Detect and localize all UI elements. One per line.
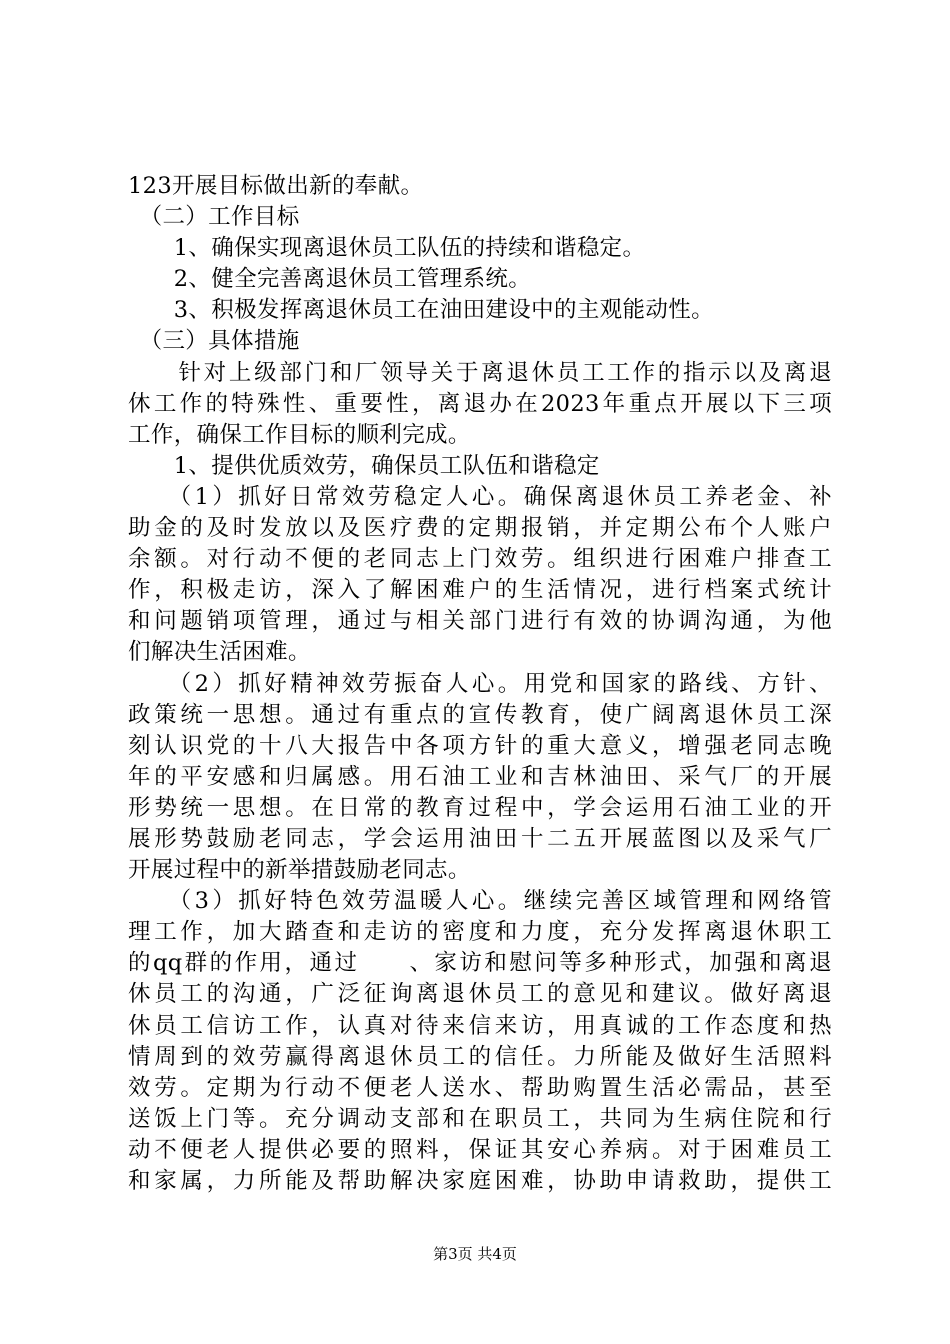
text-line: 休工作的特殊性、重要性，离退办在2023年重点开展以下三项 <box>128 390 832 417</box>
text-line: 开展过程中的新举措鼓励老同志。 <box>128 857 471 884</box>
text-line: 2、健全完善离退休员工管理系统。 <box>128 266 532 293</box>
text-line: 动不便老人提供必要的照料，保证其安心养病。对于困难员工 <box>128 1136 832 1163</box>
text-line: 和家属，力所能及帮助解决家庭困难，协助申请救助，提供工 <box>128 1168 832 1194</box>
text-line: （3）抓好特色效劳温暖人心。继续完善区域管理和网络管 <box>128 888 832 915</box>
text-line: （2）抓好精神效劳振奋人心。用党和国家的路线、方针、 <box>128 670 832 697</box>
page-number-footer: 第3页 共4页 <box>433 1245 517 1263</box>
text-line: 3、积极发挥离退休员工在油田建设中的主观能动性。 <box>128 297 714 324</box>
section-heading: （二）工作目标 <box>128 204 300 231</box>
text-line: 工作，确保工作目标的顺利完成。 <box>128 421 471 448</box>
text-line: 情周到的效劳赢得离退休员工的信任。力所能及做好生活照料 <box>128 1043 832 1070</box>
text-line: 年的平安感和归属感。用石油工业和吉林油田、采气厂的开展 <box>128 763 832 790</box>
text-line: 作，积极走访，深入了解困难户的生活情况，进行档案式统计 <box>128 577 832 604</box>
text-line: 展形势鼓励老同志，学会运用油田十二五开展蓝图以及采气厂 <box>128 825 832 852</box>
text-line: 针对上级部门和厂领导关于离退休员工工作的指示以及离退 <box>128 359 832 386</box>
text-line: 1、确保实现离退休员工队伍的持续和谐稳定。 <box>128 235 646 262</box>
text-line: 形势统一思想。在日常的教育过程中，学会运用石油工业的开 <box>128 794 832 821</box>
text-line: （1）抓好日常效劳稳定人心。确保离退休员工养老金、补 <box>128 483 832 510</box>
text-line: 休员工信访工作，认真对待来信来访，用真诚的工作态度和热 <box>128 1012 832 1039</box>
text-line: 们解决生活困难。 <box>128 639 311 666</box>
text-line: 123开展目标做出新的奉献。 <box>128 173 424 199</box>
text-line: 和问题销项管理，通过与相关部门进行有效的协调沟通，为他 <box>128 608 832 635</box>
subsection-heading: 1、提供优质效劳，确保员工队伍和谐稳定 <box>128 452 600 479</box>
section-heading: （三）具体措施 <box>128 328 300 355</box>
text-line: 的qq群的作用，通过 、家访和慰问等多种形式，加强和离退 <box>128 950 832 977</box>
text-line: 理工作，加大踏查和走访的密度和力度，充分发挥离退休职工 <box>128 919 832 946</box>
document-body <box>128 171 832 1197</box>
text-line: 效劳。定期为行动不便老人送水、帮助购置生活必需品，甚至 <box>128 1074 832 1101</box>
text-line: 休员工的沟通，广泛征询离退休员工的意见和建议。做好离退 <box>128 981 832 1008</box>
text-line: 余额。对行动不便的老同志上门效劳。组织进行困难户排查工 <box>128 546 832 573</box>
text-line: 政策统一思想。通过有重点的宣传教育，使广阔离退休员工深 <box>128 701 832 728</box>
text-line: 送饭上门等。充分调动支部和在职员工，共同为生病住院和行 <box>128 1105 832 1132</box>
text-line: 刻认识党的十八大报告中各项方针的重大意义，增强老同志晚 <box>128 732 832 759</box>
text-line: 助金的及时发放以及医疗费的定期报销，并定期公布个人账户 <box>128 515 832 542</box>
